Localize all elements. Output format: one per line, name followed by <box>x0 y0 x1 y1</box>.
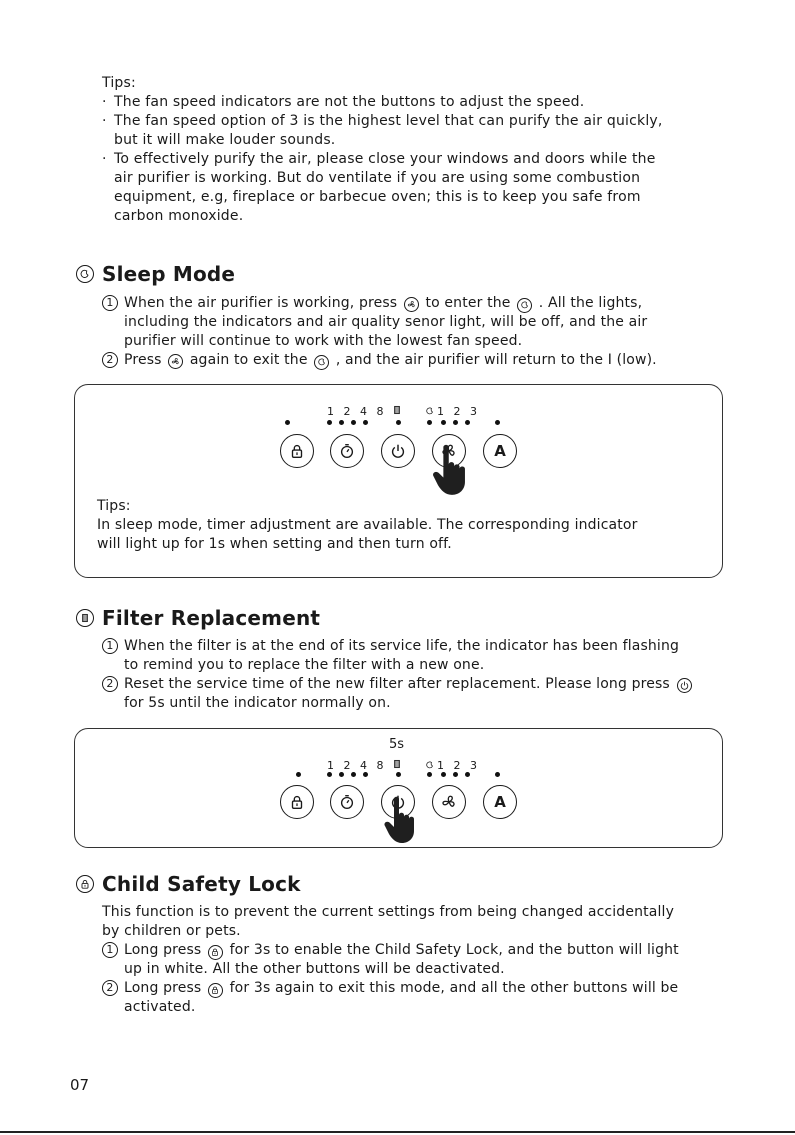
lock-led <box>296 772 301 777</box>
sleep-led <box>427 420 432 425</box>
tips-title: Tips: <box>102 75 136 91</box>
filter-icon <box>391 758 403 770</box>
speed-led-1 <box>441 420 446 425</box>
timer-label: 1 2 4 8 <box>327 759 387 772</box>
speed-led-3 <box>465 772 470 777</box>
hand-pointer-icon <box>380 795 424 845</box>
sleep-steps <box>102 294 742 370</box>
timer-led-2 <box>339 420 344 425</box>
timer-led-4 <box>363 420 368 425</box>
auto-led <box>495 420 500 425</box>
lock-icon <box>208 983 223 998</box>
timer-led-3 <box>351 420 356 425</box>
tips-item-2: · The fan speed option of 3 is the highest level that can purify the air quickly, but it will make louder sounds. <box>102 113 663 148</box>
power-icon <box>677 678 692 693</box>
speed-led-1 <box>441 772 446 777</box>
lock-button[interactable] <box>280 785 314 819</box>
speed-led-3 <box>465 420 470 425</box>
speed-led-2 <box>453 772 458 777</box>
child-lock-step-2: 2 Long press for 3s again to exit this mode, and all the other buttons will be activated. <box>102 979 752 1017</box>
timer-label: 1 2 4 8 <box>327 405 387 418</box>
filter-steps <box>102 637 742 713</box>
timer-led-3 <box>351 772 356 777</box>
fan-icon <box>168 354 183 369</box>
sleep-panel-tips: Tips: In sleep mode, timer adjustment are available. The corresponding indicator will light up for 1s when setting and then turn off. <box>97 498 638 552</box>
page-number: 07 <box>70 1076 90 1094</box>
filter-step-2: 2 Reset the service time of the new filter after replacement. Please long press for 5s until the indicator normally on. <box>102 675 742 713</box>
lock-icon <box>76 875 94 893</box>
auto-led <box>495 772 500 777</box>
timer-led-1 <box>327 772 332 777</box>
sleep-icon <box>425 406 435 416</box>
speed-label: 1 2 3 <box>437 405 480 418</box>
sleep-icon <box>425 760 435 770</box>
filter-led <box>396 772 401 777</box>
sleep-icon <box>314 355 329 370</box>
filter-led <box>396 420 401 425</box>
sleep-control-panel <box>74 384 723 578</box>
timer-led-1 <box>327 420 332 425</box>
hold-time-label: 5s <box>389 737 405 752</box>
sleep-mode-heading: Sleep Mode <box>76 262 235 286</box>
speed-label: 1 2 3 <box>437 759 480 772</box>
lock-led <box>285 420 290 425</box>
timer-led-4 <box>363 772 368 777</box>
footer-divider <box>0 1131 795 1133</box>
auto-button[interactable]: A <box>483 785 517 819</box>
power-button[interactable] <box>381 434 415 468</box>
sleep-led <box>427 772 432 777</box>
hand-pointer-icon <box>430 443 474 497</box>
filter-icon <box>76 609 94 627</box>
lock-icon <box>208 945 223 960</box>
fan-icon <box>404 297 419 312</box>
tips-item-1: · The fan speed indicators are not the buttons to adjust the speed. <box>102 94 585 110</box>
child-lock-heading: Child Safety Lock <box>76 872 301 896</box>
lock-button[interactable] <box>280 434 314 468</box>
sleep-step-2: 2 Press again to exit the , and the air purifier will return to the I (low). <box>102 351 742 370</box>
fan-button[interactable] <box>432 785 466 819</box>
filter-icon <box>391 404 403 416</box>
sleep-icon <box>76 265 94 283</box>
filter-step-1: 1 When the filter is at the end of its service life, the indicator has been flashing to remind you to replace the filter with a new one. <box>102 637 742 675</box>
sleep-step-1: 1 When the air purifier is working, press to enter the . All the lights, including the indicators and air quality senor light, will be off, and the air purifier will continue to work with the lowest fan speed. <box>102 294 742 351</box>
tips-item-3: · To effectively purify the air, please close your windows and doors while the air purifier is working. But do ventilate if you are using some combustion equipment, e.g, fireplace or barbecue oven; this is to keep you safe from carbon monoxide. <box>102 151 656 224</box>
timer-led-2 <box>339 772 344 777</box>
filter-control-panel <box>74 728 723 848</box>
timer-button[interactable] <box>330 434 364 468</box>
sleep-icon <box>517 298 532 313</box>
tips-section <box>102 74 742 226</box>
speed-led-2 <box>453 420 458 425</box>
auto-button[interactable]: A <box>483 434 517 468</box>
filter-replacement-heading: Filter Replacement <box>76 606 320 630</box>
timer-button[interactable] <box>330 785 364 819</box>
child-lock-text: This function is to prevent the current settings from being changed accidentally by children or pets. 1 Long press for 3s to enable the Child Safety Lock, and the button will light up in white. All the other buttons will be deactivated. 2 Long press for 3s again to exit this mode, and all the other buttons will be activated. <box>102 903 752 1017</box>
child-lock-step-1: 1 Long press for 3s to enable the Child Safety Lock, and the button will light up in white. All the other buttons will be deactivated. <box>102 941 752 979</box>
